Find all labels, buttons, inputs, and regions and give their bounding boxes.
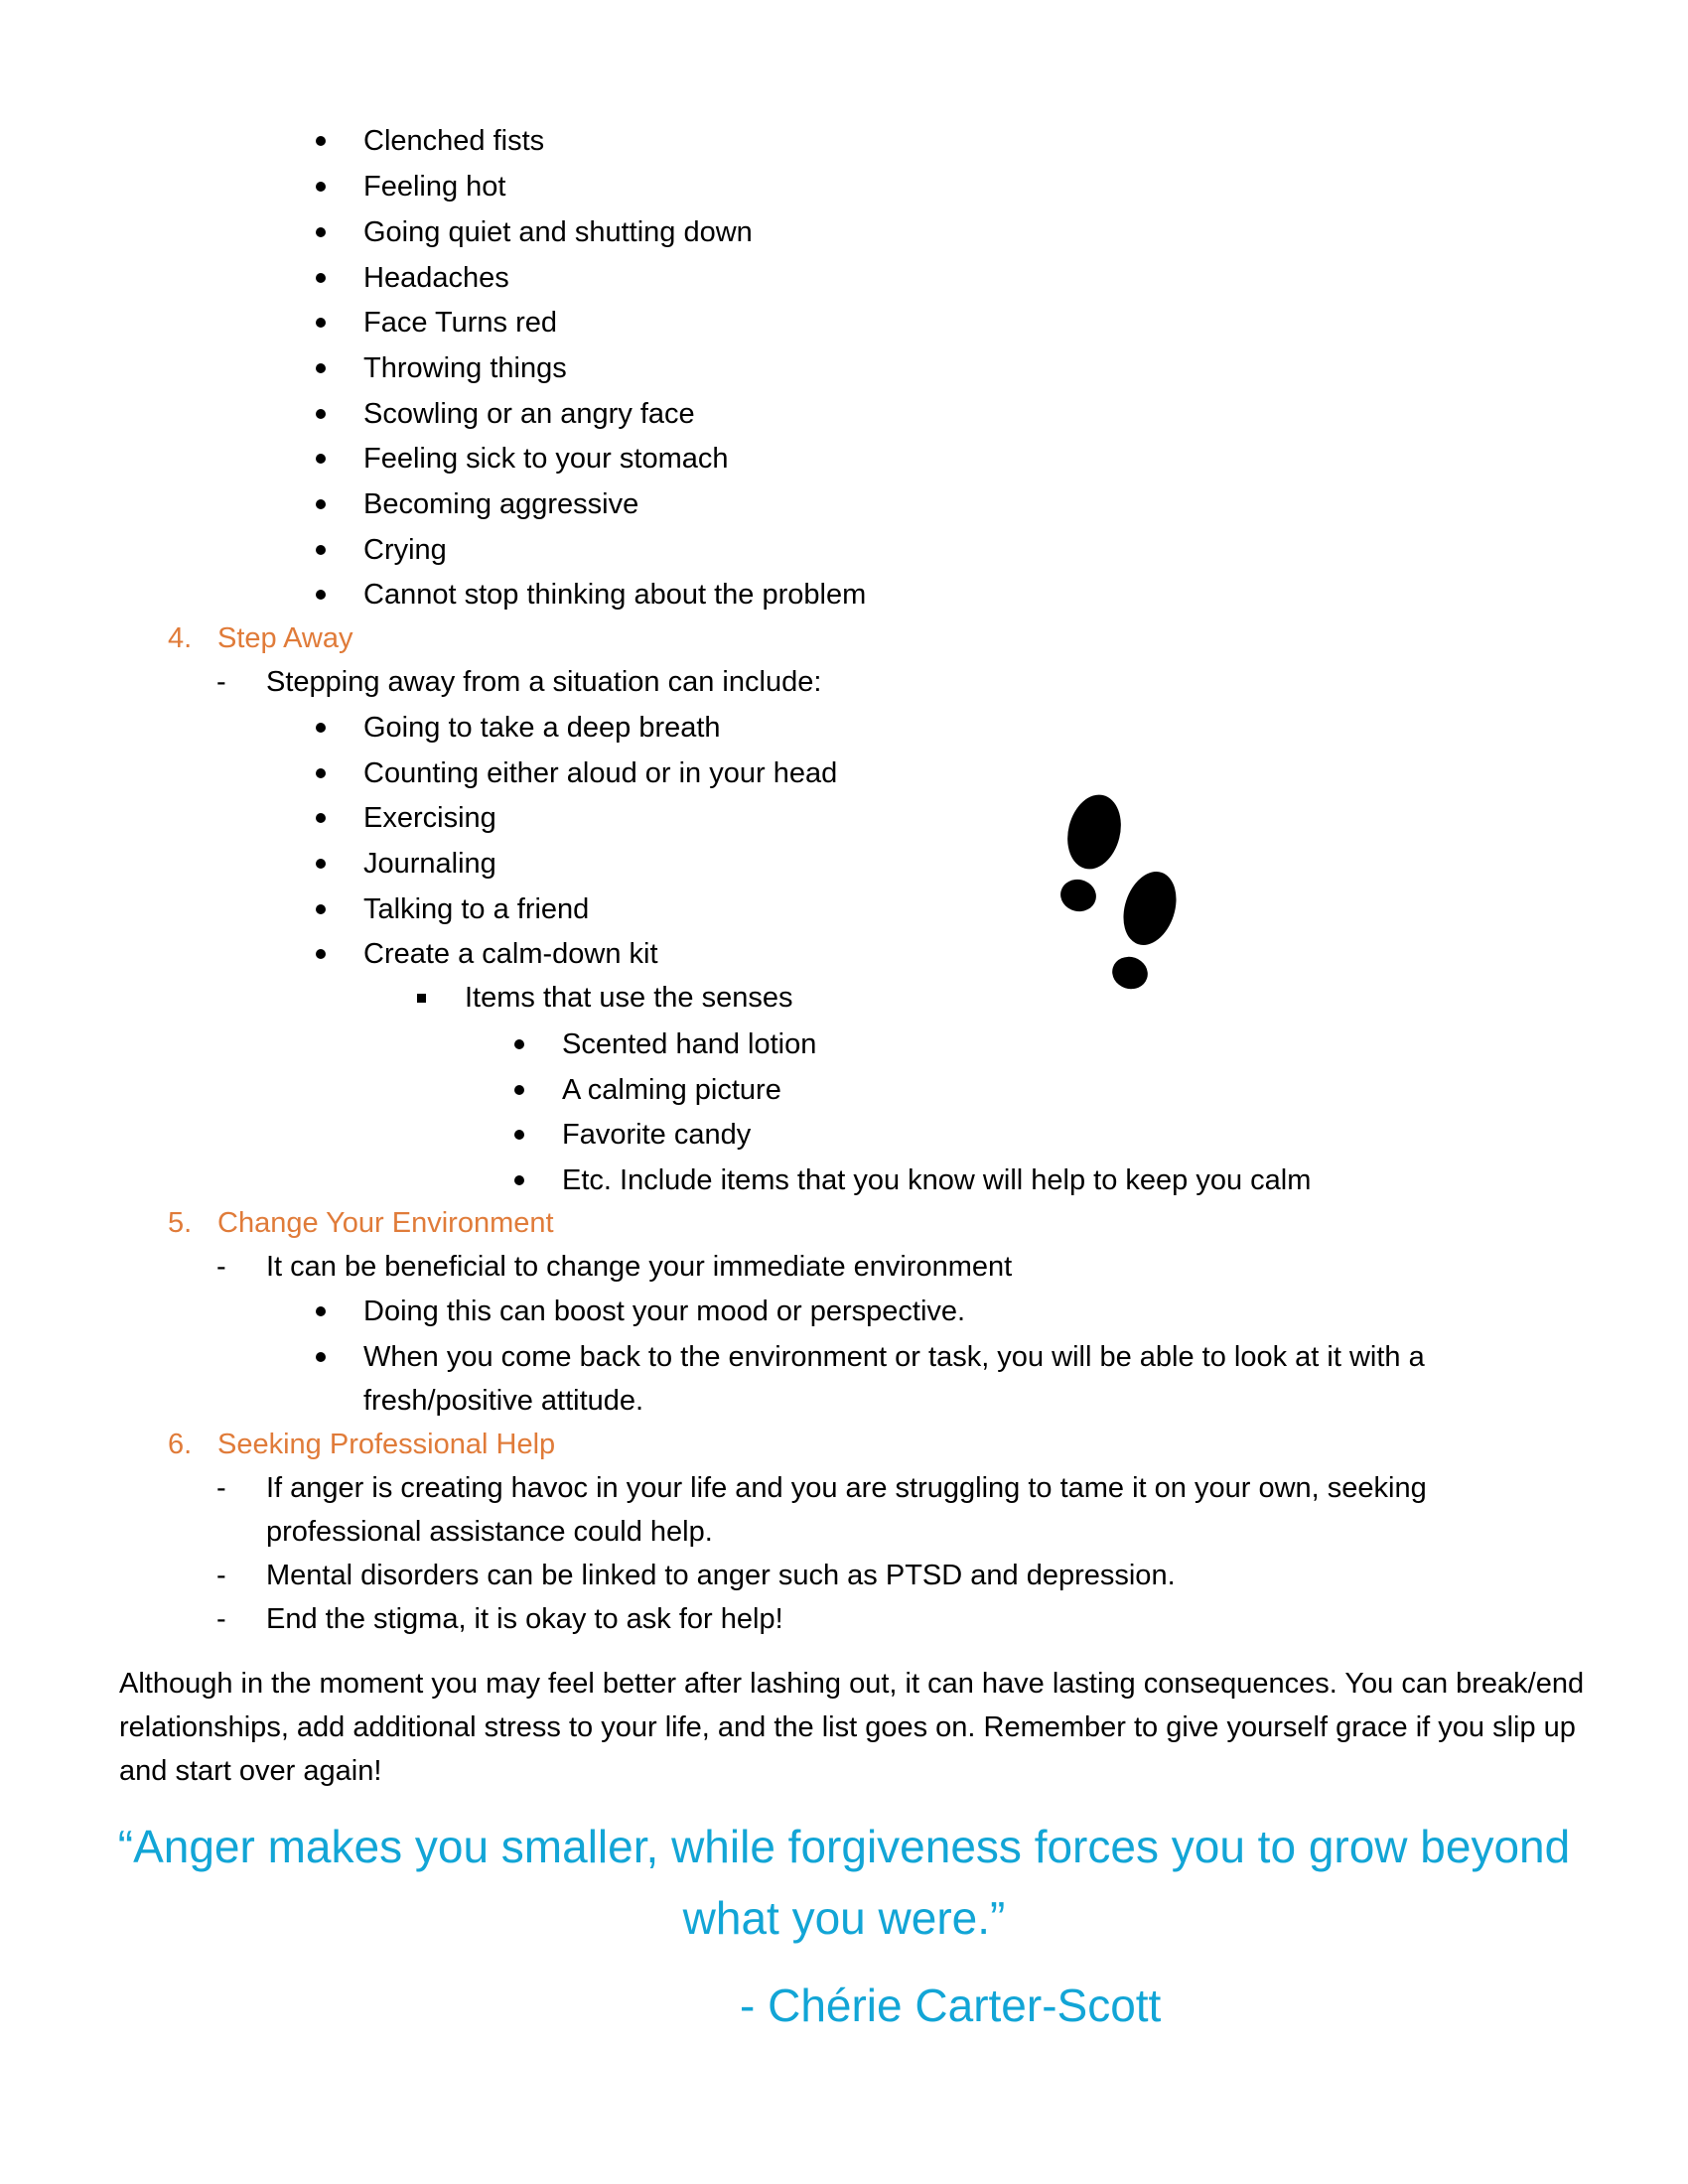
dash-item: End the stigma, it is okay to ask for help! (266, 1603, 783, 1635)
bullet-icon (316, 859, 326, 869)
section-number: 6. (168, 1429, 193, 1460)
list-item: Counting either aloud or in your head (363, 757, 838, 789)
bullet-icon (316, 1306, 326, 1316)
bullet-icon (316, 499, 326, 509)
list-item: Exercising (363, 802, 496, 834)
bullet-icon (316, 409, 326, 419)
list-item: Doing this can boost your mood or perspective. (363, 1296, 966, 1327)
bullet-icon (316, 949, 326, 959)
quote-text: “Anger makes you smaller, while forgiveness forces you to grow beyond what you were.” (117, 1821, 1571, 1944)
footprints-icon (1043, 794, 1192, 1003)
list-item: Headaches (363, 262, 509, 294)
bullet-icon (514, 1130, 524, 1140)
sub-list-item: Items that use the senses (465, 982, 793, 1014)
dash-item-continuation: professional assistance could help. (266, 1516, 713, 1548)
closing-paragraph: Although in the moment you may feel better after lashing out, it can have lasting consequences. You can break/end relationships, add additional stress to your life, and the list goes on. Remember to give yourself grace if you slip up and start over again! (119, 1668, 1585, 1787)
bullet-icon (514, 1085, 524, 1095)
list-item: Clenched fists (363, 125, 545, 157)
section-number: 4. (168, 622, 193, 654)
bullet-icon (316, 768, 326, 778)
sub-sub-list-item: Scented hand lotion (562, 1028, 817, 1060)
bullet-icon (316, 273, 326, 283)
bullet-icon (316, 182, 326, 192)
section-title: Change Your Environment (217, 1207, 554, 1239)
dash-item: It can be beneficial to change your immediate environment (266, 1251, 1013, 1283)
bullet-icon (316, 227, 326, 237)
list-item: Scowling or an angry face (363, 398, 695, 430)
bullet-icon (316, 545, 326, 555)
list-item: Becoming aggressive (363, 488, 639, 520)
list-item: Going to take a deep breath (363, 712, 721, 744)
bullet-icon (316, 136, 326, 146)
square-bullet-icon (417, 994, 426, 1003)
dash-item: If anger is creating havoc in your life and you are struggling to tame it on your own, seeking (266, 1472, 1427, 1504)
dash-item: Stepping away from a situation can include: (266, 666, 822, 698)
bullet-icon (316, 363, 326, 373)
dash-item: Mental disorders can be linked to anger such as PTSD and depression. (266, 1560, 1176, 1591)
sub-sub-list-item: A calming picture (562, 1074, 781, 1106)
list-item: Create a calm-down kit (363, 938, 658, 970)
section-title: Seeking Professional Help (217, 1429, 556, 1460)
list-item: Talking to a friend (363, 893, 590, 925)
list-item: When you come back to the environment or task, you will be able to look at it with a (363, 1341, 1425, 1373)
list-item: Journaling (363, 848, 496, 880)
dash-marker: - (216, 1472, 226, 1504)
list-item: Face Turns red (363, 307, 558, 339)
bullet-icon (316, 590, 326, 600)
bullet-icon (316, 318, 326, 328)
bullet-icon (316, 454, 326, 464)
list-item-continuation: fresh/positive attitude. (363, 1385, 644, 1417)
list-item: Going quiet and shutting down (363, 216, 753, 248)
section-number: 5. (168, 1207, 193, 1239)
quote-author: - Chérie Carter-Scott (740, 1979, 1162, 2031)
list-item: Cannot stop thinking about the problem (363, 579, 867, 611)
bullet-icon (316, 1352, 326, 1362)
list-item: Feeling sick to your stomach (363, 443, 729, 475)
dash-marker: - (216, 666, 226, 698)
sub-sub-list-item: Favorite candy (562, 1119, 752, 1151)
dash-marker: - (216, 1603, 226, 1635)
bullet-icon (316, 813, 326, 823)
list-item: Crying (363, 534, 447, 566)
bullet-icon (316, 723, 326, 733)
bullet-icon (514, 1175, 524, 1185)
bullet-icon (514, 1039, 524, 1049)
list-item: Feeling hot (363, 171, 506, 203)
list-item: Throwing things (363, 352, 567, 384)
sub-sub-list-item: Etc. Include items that you know will help to keep you calm (562, 1164, 1312, 1196)
dash-marker: - (216, 1560, 226, 1591)
dash-marker: - (216, 1251, 226, 1283)
section-title: Step Away (217, 622, 353, 654)
bullet-icon (316, 904, 326, 914)
